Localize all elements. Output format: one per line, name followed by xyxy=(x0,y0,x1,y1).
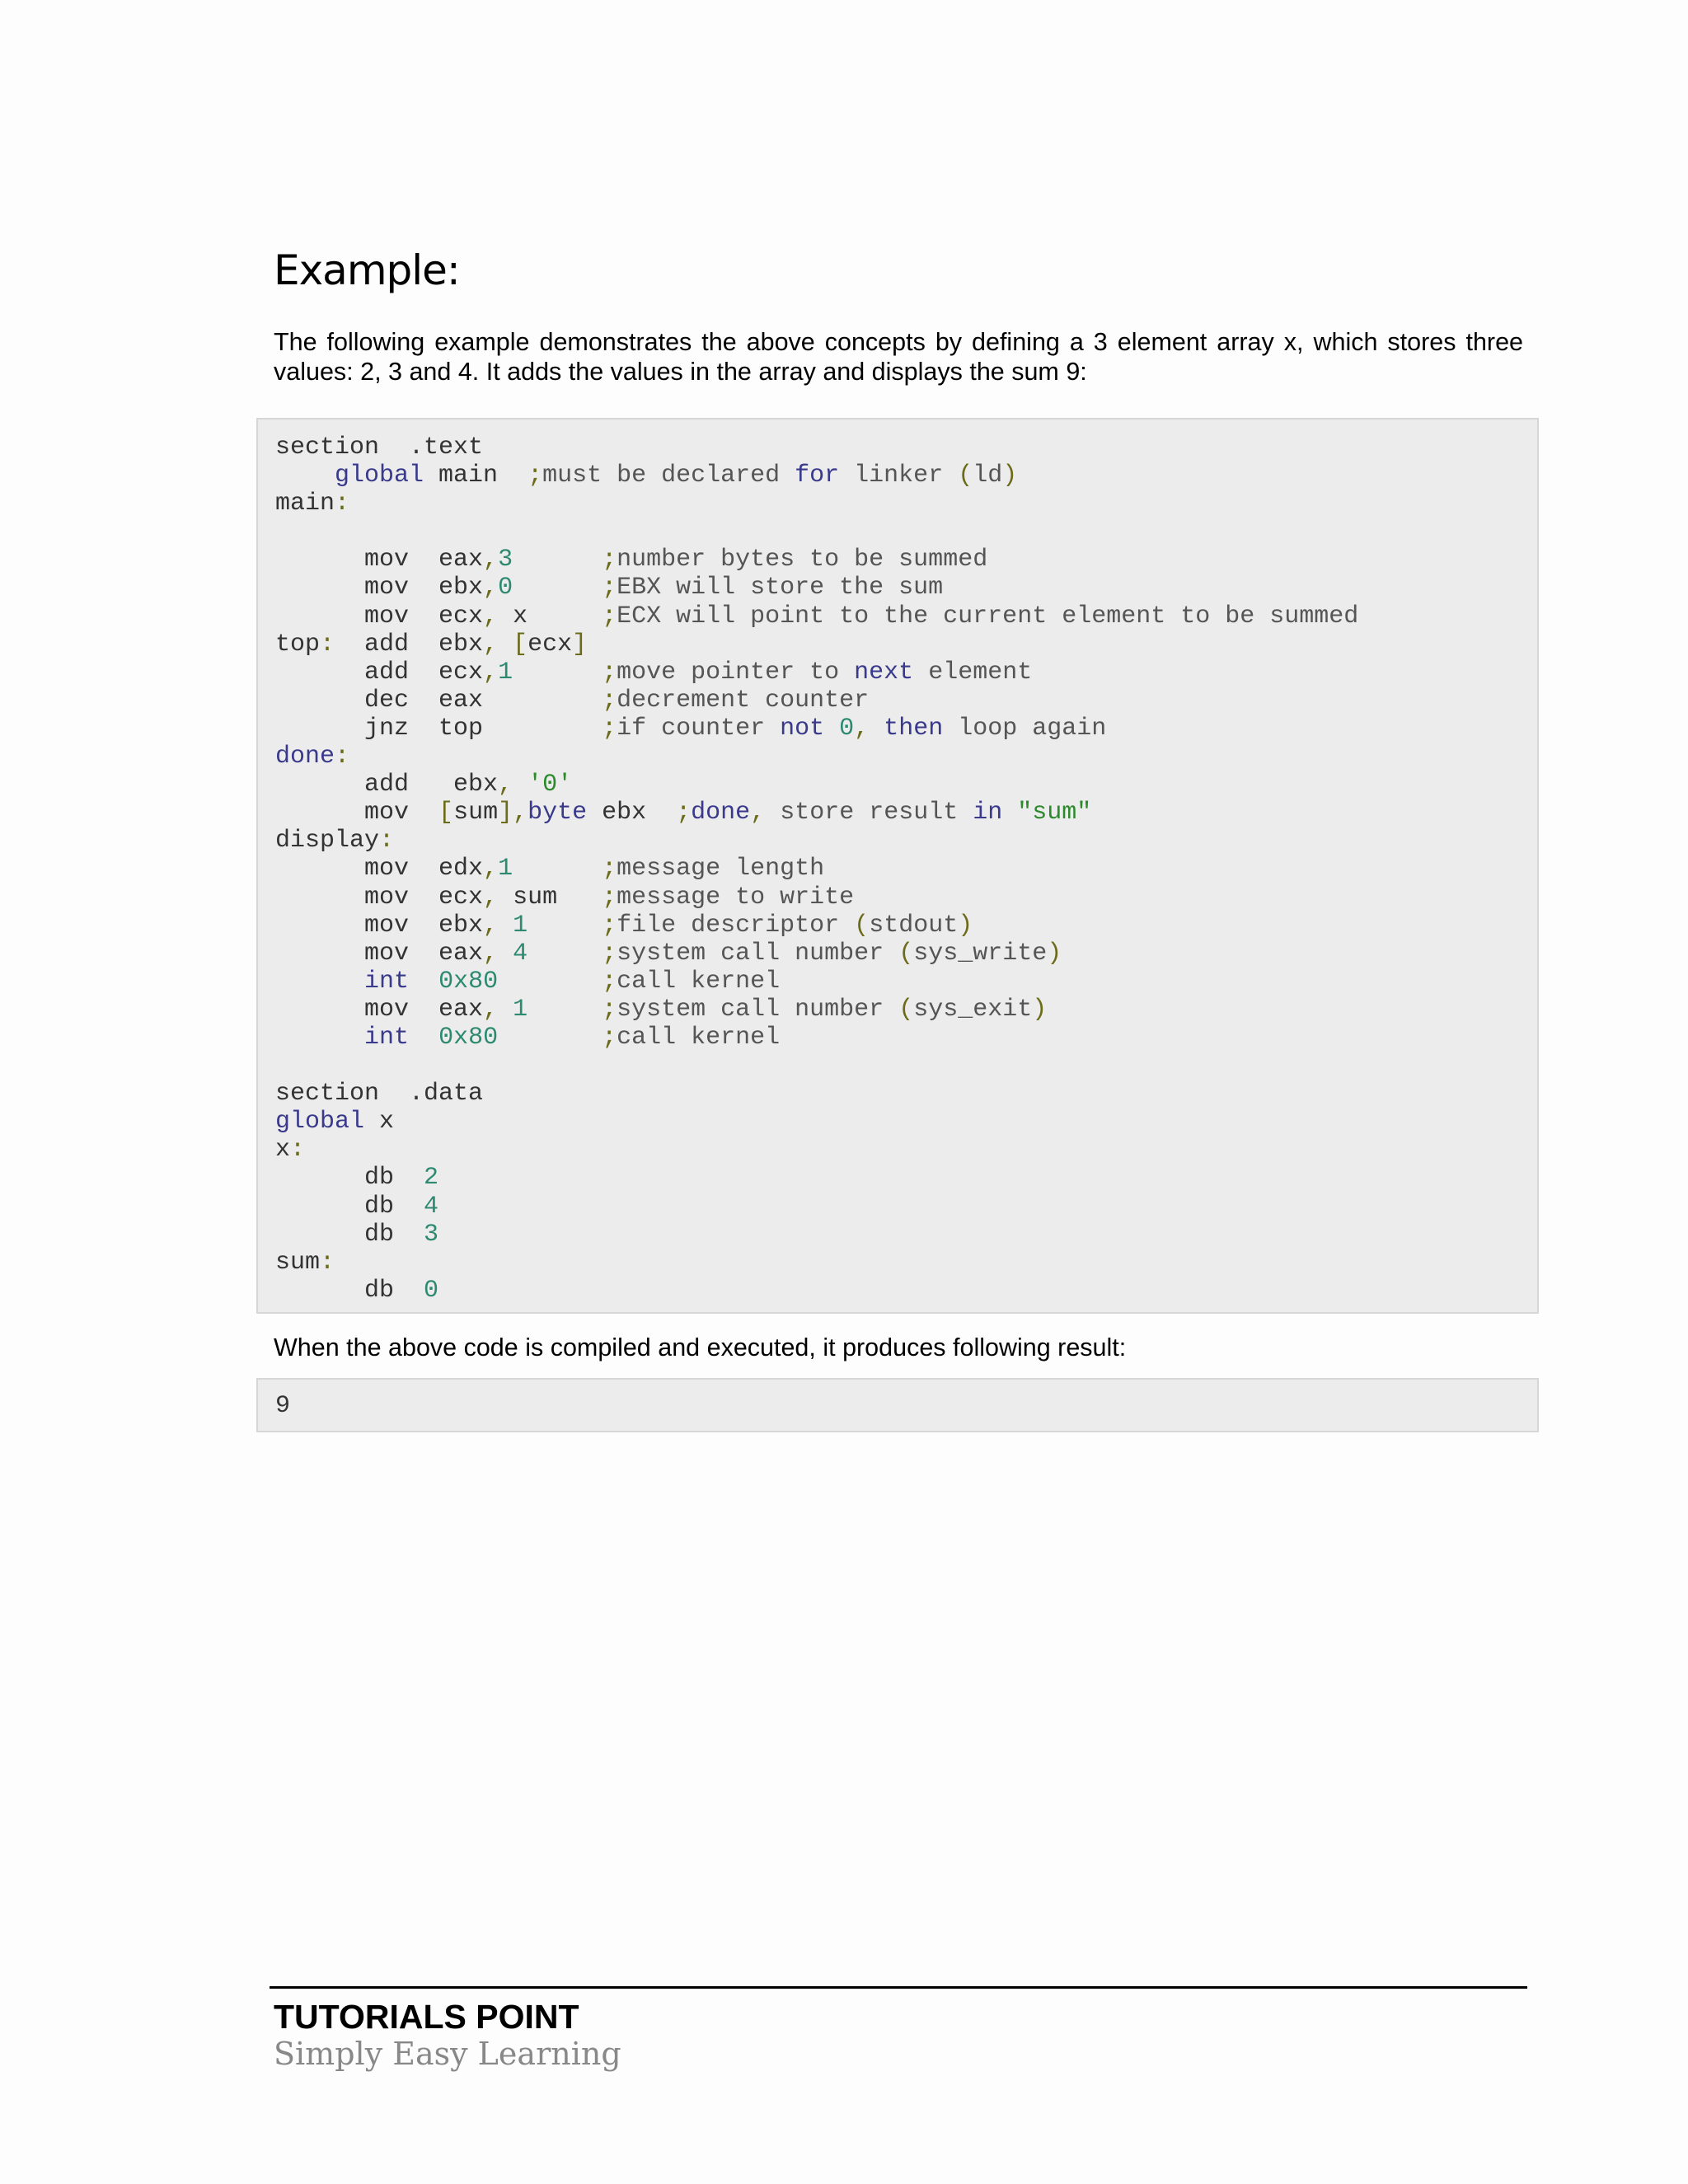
code-line: jnz top ;if counter not 0, then loop again xyxy=(275,714,1107,743)
footer-tagline: Simply Easy Learning xyxy=(274,2036,621,2072)
code-line: display: xyxy=(275,827,395,855)
code-line: mov edx,1 ;message length xyxy=(275,855,825,883)
code-line: mov eax, 4 ;system call number (sys_write) xyxy=(275,939,1062,968)
code-line: add ebx, '0' xyxy=(275,771,573,799)
code-line: global x xyxy=(275,1108,395,1137)
code-line: mov ebx,0 ;EBX will store the sum xyxy=(275,574,944,602)
footer-divider xyxy=(270,1986,1527,1989)
code-line: section .data xyxy=(275,1080,484,1108)
code-line: x: xyxy=(275,1136,306,1165)
footer-brand: TUTORIALS POINT xyxy=(274,1998,579,2036)
code-line: global main ;must be declared for linker (ld) xyxy=(335,462,1018,490)
code-line: mov [sum],byte ebx ;done, store result in "sum" xyxy=(275,799,1092,827)
code-line: int 0x80 ;call kernel xyxy=(364,967,781,996)
code-line: db 3 xyxy=(275,1220,439,1249)
code-line: section .text xyxy=(275,434,484,462)
code-line: mov ebx, 1 ;file descriptor (stdout) xyxy=(275,911,973,940)
code-line: sum: xyxy=(275,1248,335,1277)
code-line: mov eax, 1 ;system call number (sys_exit) xyxy=(275,995,1048,1024)
code-line: top: add ebx, [ecx] xyxy=(275,630,588,658)
code-line: db 0 xyxy=(275,1276,439,1305)
intro-paragraph: The following example demonstrates the above concepts by defining a 3 element array x, which stores three values: 2, 3 and 4. It adds the values in the array and displays the sum 9: xyxy=(274,328,1523,386)
code-block xyxy=(256,418,1539,1314)
result-description: When the above code is compiled and executed, it produces following result: xyxy=(274,1333,1127,1361)
section-heading: Example: xyxy=(274,246,460,294)
output-block xyxy=(256,1378,1539,1432)
code-listing xyxy=(275,434,1358,1305)
code-line: mov ecx, sum ;message to write xyxy=(275,883,855,912)
code-line: main: xyxy=(275,490,350,518)
code-line: add ecx,1 ;move pointer to next element xyxy=(275,658,1033,687)
code-line: db 2 xyxy=(275,1164,439,1193)
code-line: mov ecx, x ;ECX will point to the current element to be summed xyxy=(275,602,1359,630)
code-line: done: xyxy=(275,743,350,771)
code-line: mov eax,3 ;number bytes to be summed xyxy=(275,546,988,574)
code-line: dec eax ;decrement counter xyxy=(275,686,870,715)
code-line: int 0x80 ;call kernel xyxy=(364,1023,781,1052)
code-line: db 4 xyxy=(275,1192,439,1221)
output-text: 9 xyxy=(275,1392,291,1420)
